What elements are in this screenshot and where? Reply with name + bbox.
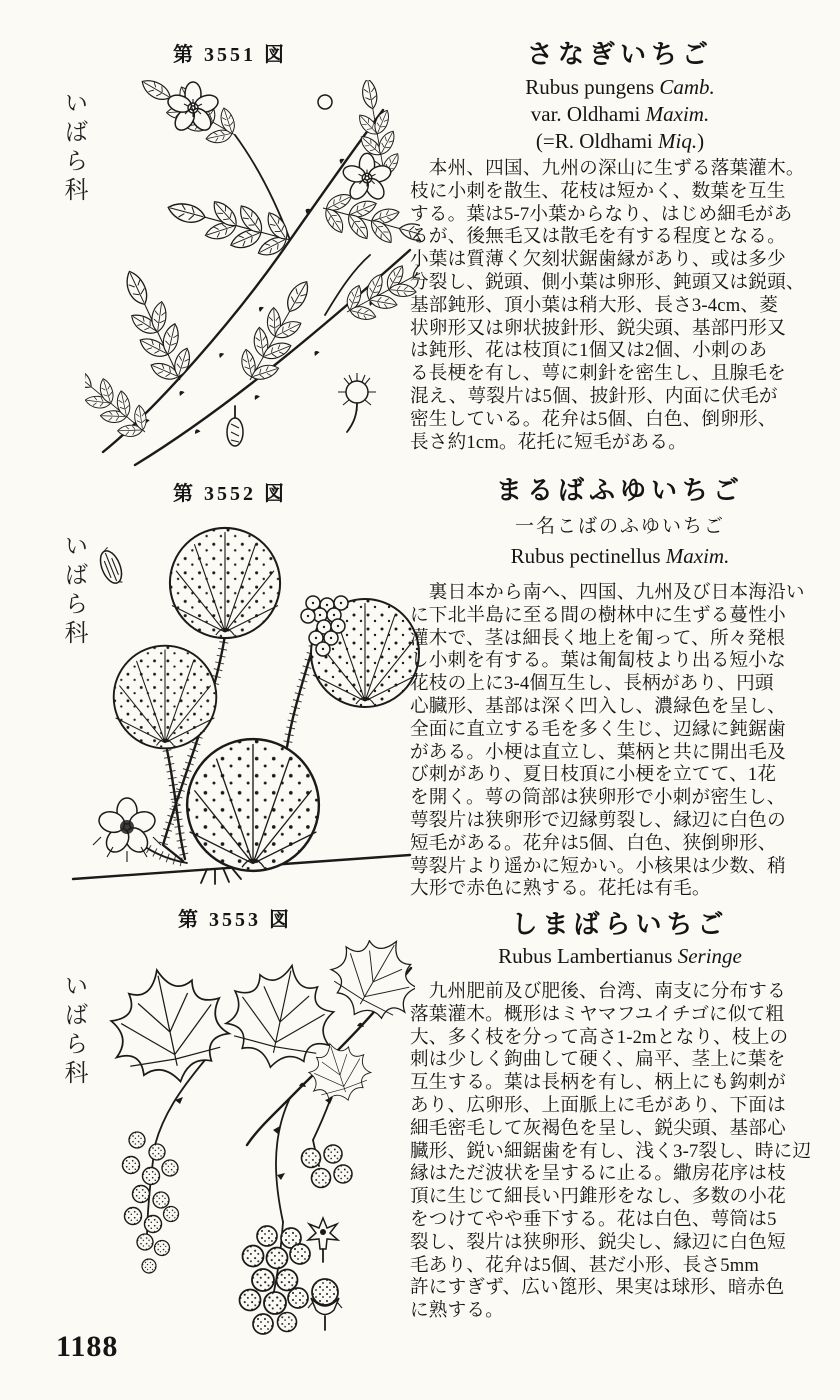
figure-3551-illustration [85, 80, 420, 470]
latin-line: Rubus Lambertianus Seringe [498, 944, 742, 968]
latin-line: Rubus pectinellus Maxim. [510, 544, 730, 568]
entry-1-title: さなぎいちご [526, 40, 713, 69]
figure-caption-3552: 第 3552 図 [173, 483, 287, 505]
entry-2-body: 裏日本から南へ、四国、九州及び日本海沿い に下北半島に至る間の樹林中に生ずる蔓性小 灌木で、茎は細長く地上を匍って、所々発根 し小刺を有する。葉は匍匐枝より出る短小な 花枝の上に3-4個互生し、長柄があり、円頭 心臓形、基部は深く凹入し、濃緑色を呈し、 全面に直立する毛を多く生じ、辺縁に鈍鋸歯 がある。小梗は直立し、葉柄と共に開出毛及 び刺があり、夏日枝頂に小梗を立てて、1花 を開く。萼の筒部は狭卵形で小刺が密生し、 萼裂片は狭卵形で辺縁剪裂し、縁辺に白色の 短毛がある。花弁は5個、白色、狭倒卵形、 萼裂片より遥かに短かい。小核果は少数、稍 大形で赤色に熟する。花托は有毛。 [410, 582, 805, 900]
figure-3552-illustration [65, 505, 420, 900]
entry-3-title: しまばらいちご [511, 910, 729, 939]
entry-3-latin [410, 943, 830, 970]
figure-caption-3551: 第 3551 図 [173, 44, 287, 66]
entry-1-body: 本州、四国、九州の深山に生ずる落葉灌木。 枝に小刺を散生、花枝は短かく、数葉を互生 する。葉は5-7小葉からなり、はじめ細毛があ るが、後無毛又は散毛を有する程度となる。 小葉は質薄く欠刻状鋸歯縁があり、或は多少 分裂し、鋭頭、側小葉は卵形、鈍頭又は鋭頭、 基部鈍形、頂小葉は稍大形、長さ3-4cm、菱 状卵形又は卵状披針形、鋭尖頭、基部円形又 は鈍形、花は枝頂に1個又は2個、小刺のあ る長梗を有し、萼に刺針を密生し、且腺毛を 混え、萼裂片は5個、披針形、内面に伏毛が 密生している。花弁は5個、白色、倒卵形、 長さ約1cm。花托に短毛がある。 [410, 158, 805, 453]
entry-2-alt-name: 一名こばのふゆいちご [514, 516, 725, 537]
entry-1-latin [410, 74, 830, 155]
family-label-1: いばら科 [60, 90, 86, 206]
figure-3553-illustration [85, 940, 415, 1340]
latin-line: var. Oldhami Maxim. [530, 102, 710, 126]
family-label-2: いばら科 [60, 533, 86, 649]
latin-line: (=R. Oldhami Miq.) [535, 129, 705, 153]
entry-2-latin [410, 543, 830, 570]
figure-caption-3553: 第 3553 図 [178, 909, 292, 931]
entry-2-title: まるばふゆいちご [495, 476, 744, 505]
page-number: 1188 [56, 1330, 119, 1363]
entry-3-body: 九州肥前及び肥後、台湾、南支に分布する 落葉灌木。概形はミヤマフユイチゴに似て粗 大、多く枝を分って高さ1-2mとなり、枝上の 刺は少しく鉤曲して硬く、扁平、茎上に葉を 互生する。葉は長柄を有し、柄上にも鈎刺が あり、広卵形、上面脈上に毛があり、下面は 細毛密毛して灰褐色を呈し、鋭尖頭、基部心 臓形、鋭い細鋸歯を有し、浅く3-7裂し、時に辺 縁はただ波状を呈するに止る。繖房花序は枝 頂に生じて細長い円錐形をなし、多数の小花 をつけてやや垂下する。花は白色、萼筒は5 裂し、裂片は狭卵形、鋭尖し、縁辺に白色短 毛あり、花弁は5個、甚だ小形、長さ5mm 許にすぎず、広い箆形、果実は球形、暗赤色 に熟する。 [410, 981, 812, 1322]
text-column [410, 0, 834, 1400]
latin-line: Rubus pungens Camb. [525, 75, 715, 99]
family-label-3: いばら科 [60, 973, 86, 1089]
